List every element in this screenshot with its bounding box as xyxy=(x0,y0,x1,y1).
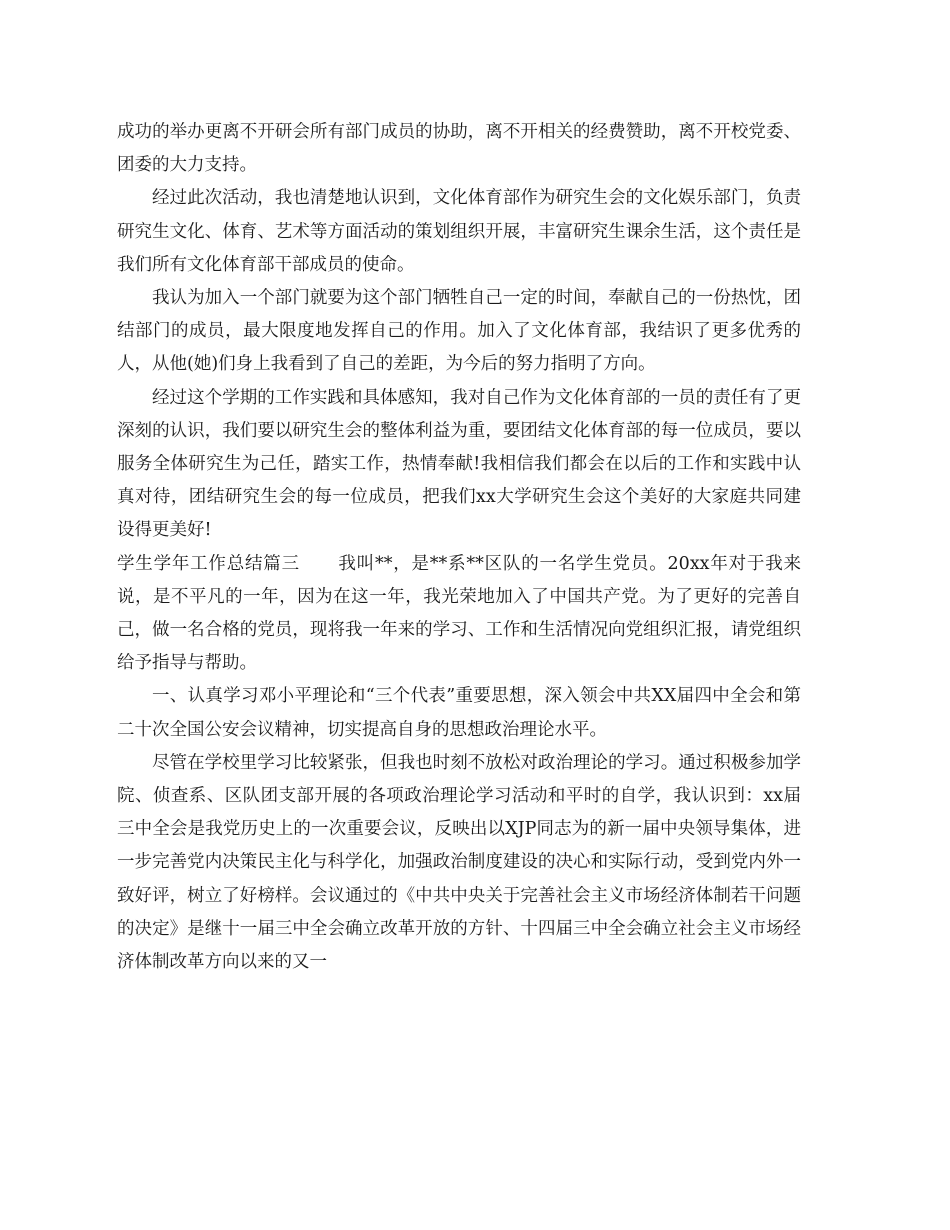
paragraph-2: 经过此次活动，我也清楚地认识到，文化体育部作为研究生会的文化娱乐部门，负责研究生文化、体育、艺术等方面活动的策划组织开展，丰富研究生课余生活，这个责任是我们所有文化体育部干部成员的使命。 xyxy=(117,188,801,275)
paragraph-6: 尽管在学校里学习比较紧张，但我也时刻不放松对政治理论的学习。通过积极参加学院、侦查系、区队团支部开展的各项政治理论学习活动和平时的自学，我认识到：xx届三中全会是我党历史上的一次重要会议，反映出以XJP同志为的新一届中央领导集体，进一步完善党内决策民主化与科学化，加强政治制度建设的决心和实际行动，受到党内外一致好评，树立了好榜样。会议通过的《中共中央关于完善社会主义市场经济体制若干问题的决定》是继十一届三中全会确立改革开放的方针、十四届三中全会确立社会主义市场经济体制改革方向以来的又一 xyxy=(117,752,801,973)
paragraph-1: 成功的举办更离不开研会所有部门成员的协助，离不开相关的经费赞助，离不开校党委、团委的大力支持。 xyxy=(117,122,801,176)
paragraph-4: 经过这个学期的工作实践和具体感知，我对自己作为文化体育部的一员的责任有了更深刻的认识，我们要以研究生会的整体利益为重，要团结文化体育部的每一位成员，要以服务全体研究生为己任，踏实工作，热情奉献!我相信我们都会在以后的工作和实践中认真对待，团结研究生会的每一位成员，把我们xx大学研究生会这个美好的大家庭共同建设得更美好! xyxy=(117,387,801,541)
section-intro-text: 我叫**，是**系**区队的一名学生党员。20xx年对于我来说，是不平凡的一年，因为在这一年，我光荣地加入了中国共产党。为了更好的完善自己，做一名合格的党员，现将我一年来的学习、工作和生活情况向党组织汇报，请党组织给予指导与帮助。 xyxy=(117,553,801,674)
document-body xyxy=(117,116,801,979)
paragraph-5: 一、认真学习邓小平理论和“三个代表”重要思想，深入领会中共XX届四中全会和第二十次全国公安会议精神，切实提高自身的思想政治理论水平。 xyxy=(117,686,801,740)
section-intro-paragraph xyxy=(117,548,801,681)
section-title: 学生学年工作总结篇三 xyxy=(117,553,300,574)
paragraph-3: 我认为加入一个部门就要为这个部门牺牲自己一定的时间，奉献自己的一份热忱，团结部门的成员，最大限度地发挥自己的作用。加入了文化体育部，我结识了更多优秀的人，从他(她)们身上我看到了自己的差距，为今后的努力指明了方向。 xyxy=(117,288,801,375)
